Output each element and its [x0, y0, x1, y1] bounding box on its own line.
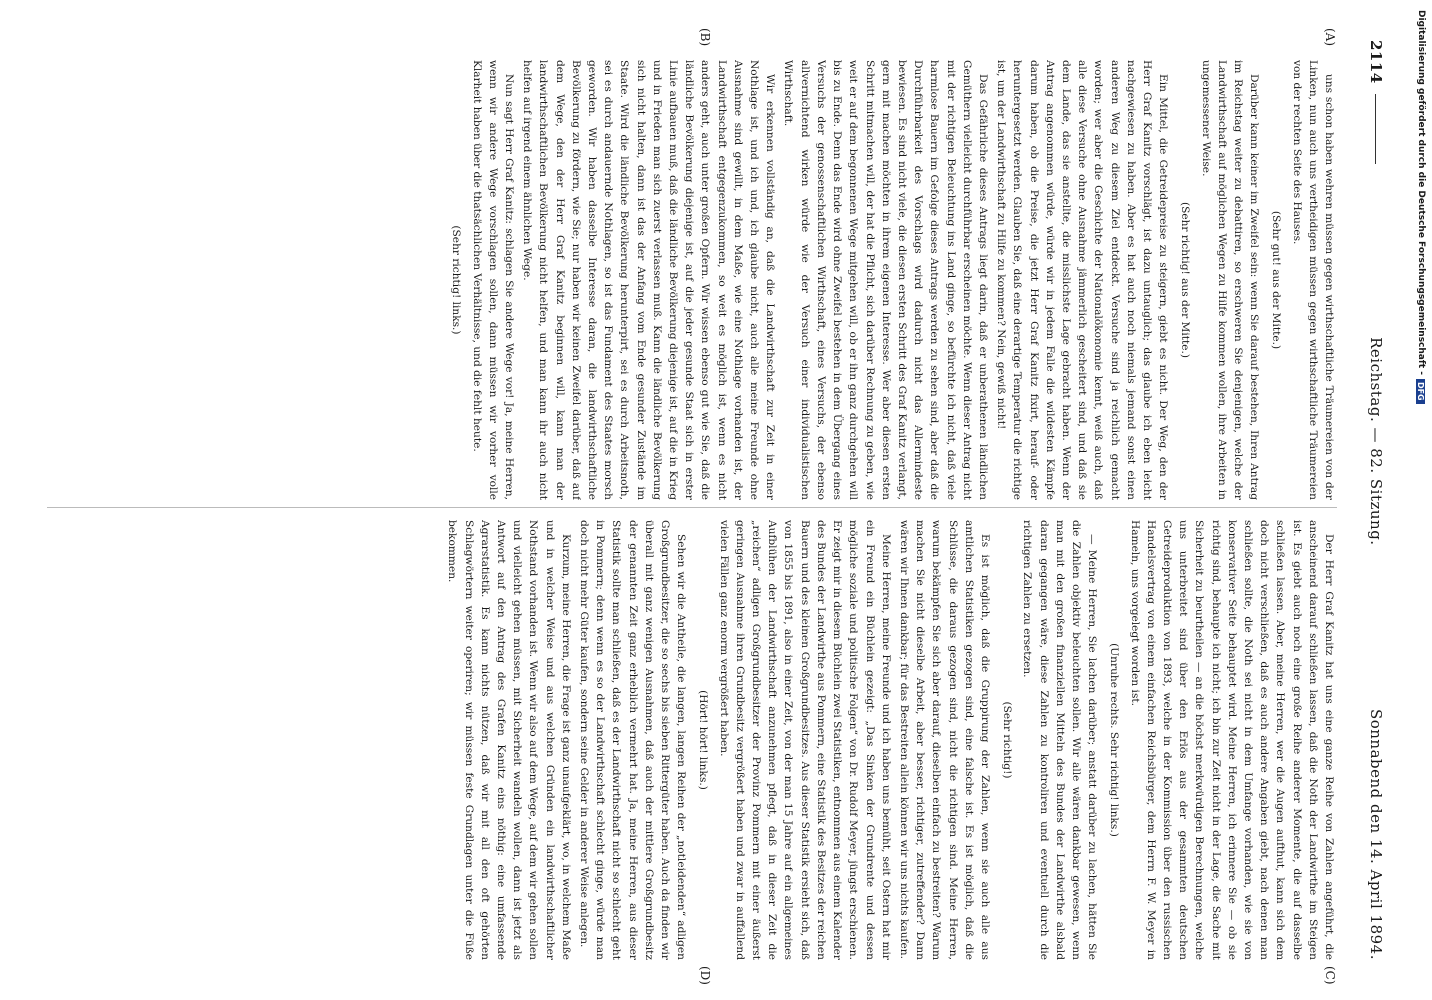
speech-interjection: (Sehr richtig! aus der Mitte.) — [1179, 201, 1192, 359]
text-paragraph: Meine Herren, meine Freunde und ich haben uns bemüht, seit Ostern hat mir ein Freund ein Büchlein gezeigt: „Das Sinken der Grundrente und dessen mögliche soziale und politische Folgen“ von Dr. Rudolf Meyer, jüngst erschienen. Er zeigt mir in diesem Büchlein zwei Statistiken, entnommen aus einem Kalender des Bundes der Landwirthe aus Pommern, eine Statistik des Besitzes der reichen Bauern und des kleinen Großgrundbesitzes. Aus dieser Statistik ersieht sich, daß von 1855 bis 1891, also in einer Zeit, von der man 15 Jahre auf ein allgemeines Aufblühen der Landwirthschaft anzunehmen pflegt, daß in dieser Zeit die „reichen“ adligen Großgrundbesitzer der Provinz Pommern mit einer äußerst geringen Ausnahme ihren Grundbesitz vergrößert haben und zwar in auffallend vielen Fällen ganz enorm vergrößert haben. — [717, 520, 892, 960]
text-paragraph: Wir erkennen vollständig an, daß die Landwirthschaft zur Zeit in einer Nothlage ist, und ich und, ich glaube nicht, auch alle meine Freunde ohne Ausnahme sind gewillt, in dem Maße, wie eine Nothlage vorhanden ist, der Landwirthschaft entgegenzukommen, so weit es möglich ist, wenn es nicht anders geht, auch unter großen Opfern. Wir wissen ebenso gut wie Sie, daß die ländliche Bevölkerung diejenige ist, auf die jeder gesunde Staat sich in erster Linie aufbauen muß, daß die ländliche Bevölkerung diejenige ist, auf die in Krieg und in Frieden man sich zuerst verlassen muß. Kann die ländliche Bevölkerung sich nicht halten, dann ist das der Anfang vom Ende gesunder Zustände im Staate. Wird die ländliche Bevölkerung herunterpirt, sei es durch Arbeitsnoth, sei es durch andauernde Nothlagen, so ist das Fundament des Staates morsch geworden. Wir haben dasselbe Interesse daran, die landwirthschaftliche Bevölkerung zu fördern, wie Sie; nur haben wir keinen Zweifel darüber, daß auf dem Wege, den der Herr Graf Kanitz beginnen will, kann man der landwirthschaftlichen Bevölkerung nicht helfen, und man kann ihr auch nicht helfen auf irgend einem ähnlichen Wege. — [521, 60, 777, 500]
margin-marker-c: (C) — [1323, 966, 1337, 985]
page-number: 2114 — [1367, 40, 1385, 84]
speech-interjection: (Hört! hört! links.) — [697, 690, 710, 790]
column-divider — [47, 507, 1337, 508]
header-rule — [1375, 94, 1377, 164]
text-paragraph: Nun sagt Herr Graf Kanitz: schlagen Sie andere Wege vor! Ja, meine Herren, wenn wir andere Wege vorschlagen sollen, dann müssen wir vorher volle Klarheit haben über die thatsächlichen Verhältnisse, und die fehlt heute. — [470, 60, 516, 500]
speech-interjection: (Unruhe rechts. Sehr richtig! links.) — [1108, 643, 1121, 837]
session-title: Reichstag. — 82. Sitzung. — [1367, 337, 1385, 546]
digitization-notice — [1410, 0, 1432, 1000]
page-header — [1364, 40, 1388, 960]
margin-marker-b: (B) — [698, 28, 712, 47]
left-text-column — [47, 60, 1337, 500]
dfg-badge: DFG — [1417, 379, 1426, 404]
text-paragraph: Sehen wir die Antheile, die langen, langen Reihen der „notleidenden“ adligen Großgrundbesitzer, die so sechs bis sieben Rittergüter haben. Auch da finden wir überall mit ganz wenigen Ausnahmen, daß auch der mittlere Großgrundbesitz der genannten Zeit ganz erheblich vermehrt hat. Ja, meine Herren, aus dieser Statistik sollte man schließen, daß es der Landwirthschaft nicht so schlecht geht in Pommern; denn wenn es so der Landwirthschaft schlecht ginge, würde man doch nicht mehr Güter kaufen, sondern seine Gelder in anderer Weise anlegen. — [578, 520, 688, 960]
text-paragraph: — Meine Herren, Sie lachen darüber; anstatt darüber zu lachen, hätten Sie die Zahlen objektiv beleuchten sollen. Wir alle wären dankbar gewesen, wenn man mit den großen finanziellen Mitteln des Bundes der Landwirthe alsbald daran gegangen wäre, diese Zahlen zu kontroliren und eventuell durch die richtigen Zahlen zu ersetzen. — [1021, 520, 1099, 960]
text-paragraph: Darüber kann keiner im Zweifel sein: wenn Sie darauf bestehen, Ihren Antrag im Reichstag weiter zu debattiren, so erschweren Sie denjenigen, welche der Landwirthschaft auf möglichen Wegen zu Hilfe kommen wollen, ihre Arbeiten in ungemessener Weise. — [1199, 60, 1261, 500]
text-paragraph: Es ist möglich, daß die Gruppirung der Zahlen, wenn sie auch alle aus amtlichen Statistiken gezogen sind, eine falsche ist. Es ist möglich, daß die Schlüsse, die daraus gezogen sind, nicht die richtigen sind. Meine Herren, warum bekämpfen Sie sich aber darauf, dieselben einfach zu bestreiten? Warum machen Sie nicht dieselbe Arbeit, aber besser, richtiger, zutreffender? Dann wären wir Ihnen dankbar; für das Bestreiten allein können wir uns nichts kaufen. — [897, 520, 991, 960]
digitization-text: Digitalisierung gefördert durch die Deutsche Forschungsgemeinschaft - — [1416, 10, 1426, 375]
speech-interjection: (Sehr richtig! links.) — [450, 225, 463, 335]
text-paragraph: Kurzum, meine Herren, die Frage ist ganz unaufgeklärt, wo, in welchem Maße und in welcher Weise und aus welchen Gründen ein landwirthschaftlicher Nothstand vorhanden ist. Wenn wir also auf dem Wege, auf dem wir gehen sollen und vielleicht gehen müssen, mit Sicherheit wandeln wollen, dann ist jetzt als Antwort auf den Antrag des Grafen Kanitz eins nöthig: eine umfassende Agrarstatistik. Es kann nichts nützen, daß wir mit all den oft gehörten Schlagwörtern weiter operiren; wir müssen feste Grundlagen unter die Füße bekommen. — [446, 520, 572, 960]
text-paragraph: uns schon haben wehren müssen gegen wirthschaftliche Träumereien von der Linken, nun auch uns vertheidigen müssen gegen wirthschaftliche Träumereien von der rechten Seite des Hauses. — [1290, 60, 1335, 500]
digitization-sidebar — [1410, 0, 1432, 1000]
session-date: Sonnabend den 14. April 1894. — [1367, 708, 1385, 960]
right-text-column — [47, 520, 1337, 960]
margin-marker-d: (D) — [698, 966, 712, 985]
speech-interjection: (Sehr richtig!) — [1001, 701, 1014, 779]
speech-interjection: (Sehr gut! aus der Mitte.) — [1270, 210, 1283, 350]
margin-marker-a: (A) — [1323, 28, 1337, 47]
text-paragraph: Das Gefährliche dieses Antrags liegt darin, daß er unberathenen ländlichen Gemüthern vielleicht durchführbar erscheinen möchte. Wenn dieser Antrag nicht mit der richtigen Beleuchtung ins Land ginge, so befürchte ich nicht, daß viele harmlose Bauern im Gefolge dieses Antrags werden zu sehen sind, aber daß die Durchführbarkeit des Vorschlags wird dadurch nicht das Allermindeste bewiesen. Es sind nicht viele, die diesen ersten Schritt des Graf Kanitz verlangt, gern mit machen möchten in ihrem eigenen Interesse. Wer aber diesen ersten Schritt mitmachen will, der hat die Pflicht, sich darüber Rechnung zu geben, wie weit er auf dem begonnenen Wege mitgehen will, ob er ihn ganz durchgehen will bis zu Ende. Denn das Ende wird ohne Zweifel bestehen in dem Übergang eines Versuchs der genossenschaftlichen Wirthschaft, eines Versuchs, der ebenso allvernichtend wirken würde wie der Versuch einer individualistischen Wirthschaft. — [782, 60, 989, 500]
text-paragraph: Der Herr Graf Kanitz hat uns eine ganze Reihe von Zahlen angeführt, die anscheinend darauf schließen lassen, daß die Noth der Landwirthe im Steigen ist. Es giebt auch noch eine große Reihe anderer Momente, die auf dasselbe schließen lassen. Aber, meine Herren, wer die Augen aufthut, kann sich dem doch nicht verschließen, daß es auch andere Angaben giebt, nach denen man schließen sollte, die Noth sei nicht in dem Umfange vorhanden, wie sie von konservativer Seite behauptet wird. Meine Herren, ich erinnere Sie — ob sie richtig sind, behaupte ich nicht; ich bin zur Zeit nicht in der Lage, die Sache mit Sicherheit zu beurtheilen — an die höchst merkwürdigen Berechnungen, welche uns unterbreitet sind über den Erlös aus der gesammten deutschen Getreideproduktion von 1893, welche in der Kommission über den russischen Handelsvertrag von einem einfachen Reichsbürger, dem Herrn F. W. Meyer in Hameln, uns vorgelegt worden ist. — [1128, 520, 1335, 960]
text-paragraph: Ein Mittel, die Getreidepreise zu steigern, giebt es nicht. Der Weg, den der Herr Graf Kanitz vorschlägt, ist dazu untauglich; das glaube ich eben leicht nachgewiesen zu haben. Aber es hat auch noch niemals jemand sonst einen anderen Weg zu diesem Ziel entdeckt. Versuche sind ja reichlich gemacht worden; wer aber die Geschichte der Nationalökonomie kennt, weiß auch, daß alle diese Versuche ohne Ausnahme jämmerlich gescheitert sind, und daß sie dem Lande, das sie anstellte, die misslichste Lage gebracht haben. Wenn der Antrag angenommen würde, würde wir in jedem Falle die wildesten Kämpfe darum haben, ob die Preise, die jetzt Herr Graf Kanitz fixirt, herauf- oder heruntergesetzt werden. Glauben Sie, daß eine derartige Temperatur die richtige ist, um der Landwirthschaft zu Hilfe zu kommen? Nein, gewiß nicht! — [995, 60, 1170, 500]
